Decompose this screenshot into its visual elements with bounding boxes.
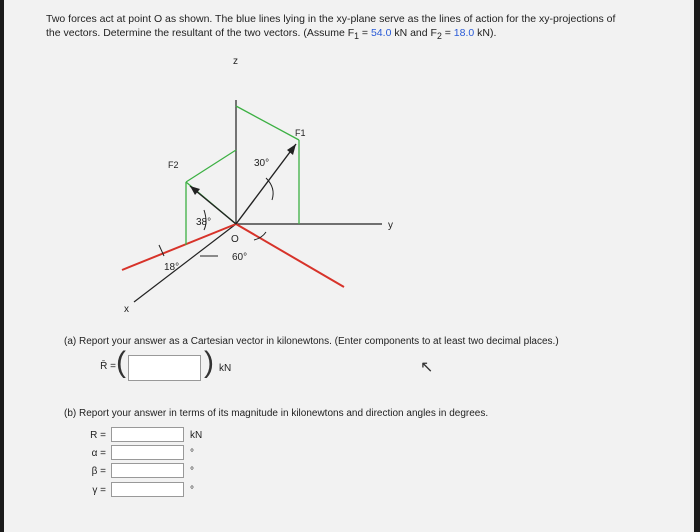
part-a-left-paren: ( [116,346,126,379]
force-f1-label: F1 [295,128,306,138]
f2-construction-top [186,150,236,182]
part-a-r-label: R̄ = [100,361,116,372]
part-b-alpha-label: α = [91,448,106,459]
beta-input[interactable] [111,463,184,478]
mouse-cursor-icon: ↖ [420,359,434,376]
problem-text-c: kN and F [391,27,437,39]
angle-38-label: 38° [196,217,212,228]
angle-60-label: 60° [232,252,248,263]
magnitude-unit: kN [190,430,203,441]
beta-unit: ° [190,466,194,477]
problem-text-d: = [441,27,454,39]
part-b-gamma-label: γ = [92,485,106,496]
problem-text-e: kN). [474,27,497,39]
part-b-magnitude-label: R = [90,430,106,441]
gamma-unit: ° [190,485,194,496]
gamma-input[interactable] [111,482,184,497]
axis-z-label: z [233,56,238,67]
alpha-unit: ° [190,448,194,459]
question-page [4,0,694,532]
f2-subscript: 2 [436,31,442,42]
angle-30-label: 30° [254,158,270,169]
part-b-prompt: (b) Report your answer in terms of its magnitude in kilonewtons and direction angles in degrees. [64,408,489,419]
f1-line-of-action [236,224,344,287]
f1-value: 54.0 [370,27,392,39]
force-f1-arrow [236,144,296,224]
f1-construction-top [236,106,299,140]
part-a-unit: kN [219,363,232,374]
problem-text-b: = [359,27,371,39]
f1-subscript: 1 [354,31,359,42]
axis-y-label: y [388,220,393,231]
f2-value: 18.0 [453,27,475,39]
angle-30-arc [266,178,273,200]
force-diagram-svg [4,40,694,320]
magnitude-input[interactable] [111,427,184,442]
problem-statement [46,12,696,43]
part-a-prompt: (a) Report your answer as a Cartesian vector in kilonewtons. (Enter components to at least two decimal places.) [64,336,559,347]
origin-label: O [231,234,239,245]
alpha-input[interactable] [111,445,184,460]
part-b-beta-label: β = [91,466,106,477]
x-axis [134,224,236,302]
force-diagram [4,40,694,320]
problem-line-1: Two forces act at point O as shown. The blue lines lying in the xy-plane serve as the lines of action for the xy-projections of [46,13,616,25]
angle-18-label: 18° [164,262,180,273]
part-a-right-paren: ) [204,346,214,379]
force-f2-label: F2 [168,160,179,170]
resultant-vector-input[interactable] [128,355,201,381]
axis-x-label: x [124,304,129,315]
problem-text-a: the vectors. Determine the resultant of the two vectors. (Assume F [46,27,355,39]
